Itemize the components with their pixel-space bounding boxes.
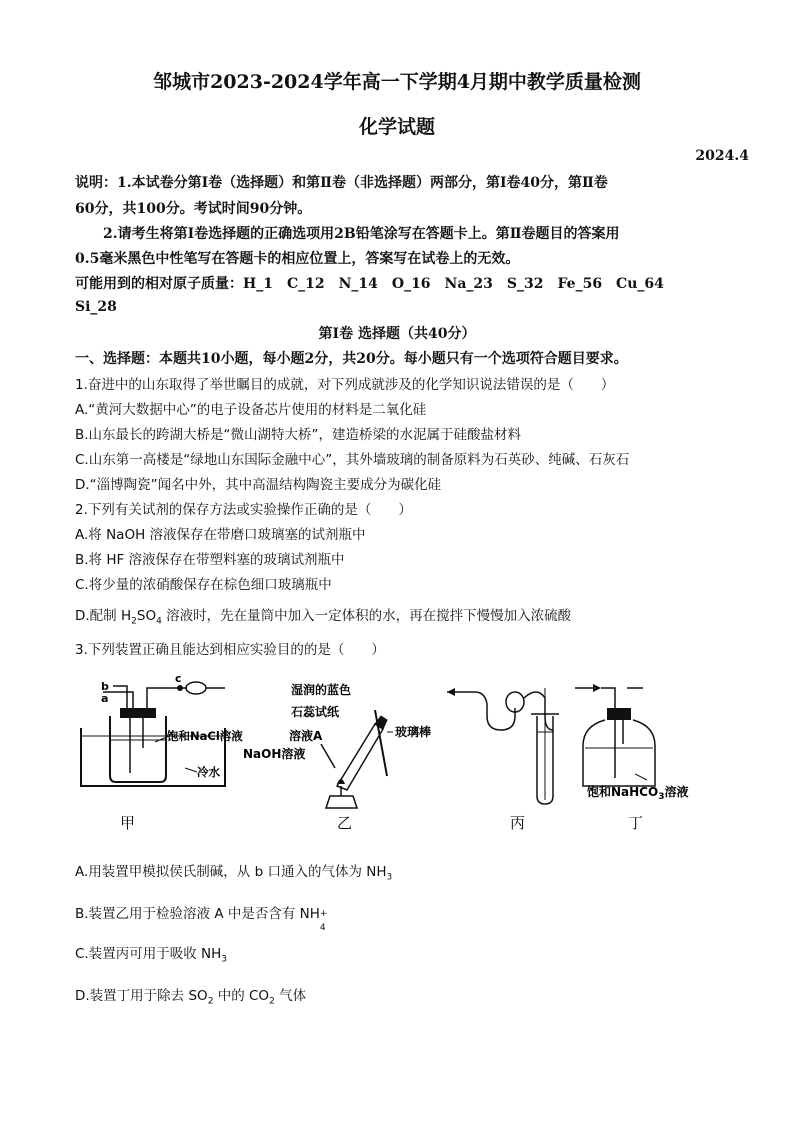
q2-option-a: A.将 NaOH 溶液保存在带磨口玻璃塞的试剂瓶中: [75, 527, 366, 543]
q1-stem: 1.奋进中的山东取得了举世瞩目的成就，对下列成就涉及的化学知识说法错误的是（ ）: [75, 377, 615, 393]
q1-option-c: C.山东第一高楼是“绿地山东国际金融中心”，其外墙玻璃的制备原料为石英砂、纯碱、石灰石: [75, 452, 630, 468]
apparatus-yi: [243, 682, 431, 832]
exam-subtitle: 化学试题: [358, 116, 435, 138]
jia-water-label: 冷水: [197, 765, 220, 779]
q2-stem: 2.下列有关试剂的保存方法或实验操作正确的是（ ）: [75, 502, 412, 518]
yi-paper-label-2: 石蕊试纸: [291, 705, 340, 719]
section-title: 第Ⅰ卷 选择题（共40分）: [318, 326, 476, 342]
yi-rod-label: 玻璃棒: [395, 725, 432, 739]
q3-stem: 3.下列装置正确且能达到相应实验目的的是（ ）: [75, 642, 385, 658]
yi-paper-label-1: 湿润的蓝色: [291, 683, 352, 697]
ding-solution-label: 饱和NaHCO$_3$溶液: [587, 785, 689, 802]
q2-option-d: D.配制 $H_2SO_4$ 溶液时，先在量筒中加入一定体积的水，再在搅拌下慢慢加入浓硫酸: [75, 608, 572, 627]
q1-option-d: D.“淄博陶瓷”闻名中外，其中高温结构陶瓷主要成分为碳化硅: [75, 477, 442, 493]
apparatus-ding: [575, 684, 688, 832]
q1-option-a: A.“黄河大数据中心”的电子设备芯片使用的材料是二氧化硅: [75, 402, 427, 418]
jia-port-a: a: [101, 692, 109, 705]
ding-label: 丁: [628, 814, 644, 832]
q2-option-b: B.将 HF 溶液保存在带塑料塞的玻璃试剂瓶中: [75, 552, 345, 568]
yi-naoh-label: NaOH溶液: [243, 747, 306, 761]
q3-option-d: D.装置丁用于除去 $SO_2$ 中的 $CO_2$ 气体: [75, 988, 307, 1007]
jia-label: 甲: [120, 814, 136, 832]
instructions-line-2: 60分，共100分。考试时间90分钟。: [75, 201, 312, 217]
apparatus-jia: [81, 672, 243, 832]
atomic-mass-line-2: Si_28: [75, 299, 117, 315]
exam-date: 2024.4: [695, 148, 749, 164]
exam-title: 邹城市2023-2024学年高一下学期4月期中教学质量检测: [153, 71, 641, 93]
q3-option-b: B.装置乙用于检验溶液 A 中是否含有 NH + 4: [75, 906, 328, 933]
yi-solution-a-label: 溶液A: [289, 729, 323, 743]
q3-option-c: C.装置丙可用于吸收 $NH_3$: [75, 946, 227, 965]
apparatus-bing: [447, 688, 559, 832]
bing-label: 丙: [510, 814, 526, 832]
section-intro: 一、选择题：本题共10小题，每小题2分，共20分。每小题只有一个选项符合题目要求。: [75, 351, 628, 367]
jia-port-c: c: [175, 672, 182, 685]
jia-solution-label: 饱和NaCl溶液: [167, 729, 243, 743]
apparatus-figure: [75, 668, 735, 838]
q1-option-b: B.山东最长的跨湖大桥是“微山湖特大桥”，建造桥梁的水泥属于硅酸盐材料: [75, 427, 522, 443]
instructions-line-4: 0.5毫米黑色中性笔写在答题卡的相应位置上，答案写在试卷上的无效。: [75, 251, 520, 267]
yi-label: 乙: [337, 814, 353, 832]
instructions-line-3: 2.请考生将第Ⅰ卷选择题的正确选项用2B铅笔涂写在答题卡上。第Ⅱ卷题目的答案用: [103, 226, 620, 242]
jia-port-b: b: [101, 680, 109, 693]
q2-option-c: C.将少量的浓硝酸保存在棕色细口玻璃瓶中: [75, 577, 332, 593]
q3-option-a: A.用装置甲模拟侯氏制碱，从 b 口通入的气体为 $NH_3$: [75, 864, 393, 883]
instructions-line-1: 说明：1.本试卷分第Ⅰ卷（选择题）和第Ⅱ卷（非选择题）两部分，第Ⅰ卷40分，第Ⅱ卷: [75, 175, 608, 191]
atomic-mass-line: 可能用到的相对原子质量：H_1 C_12 N_14 O_16 Na_23 S_32 Fe_56 Cu_64: [75, 276, 664, 292]
